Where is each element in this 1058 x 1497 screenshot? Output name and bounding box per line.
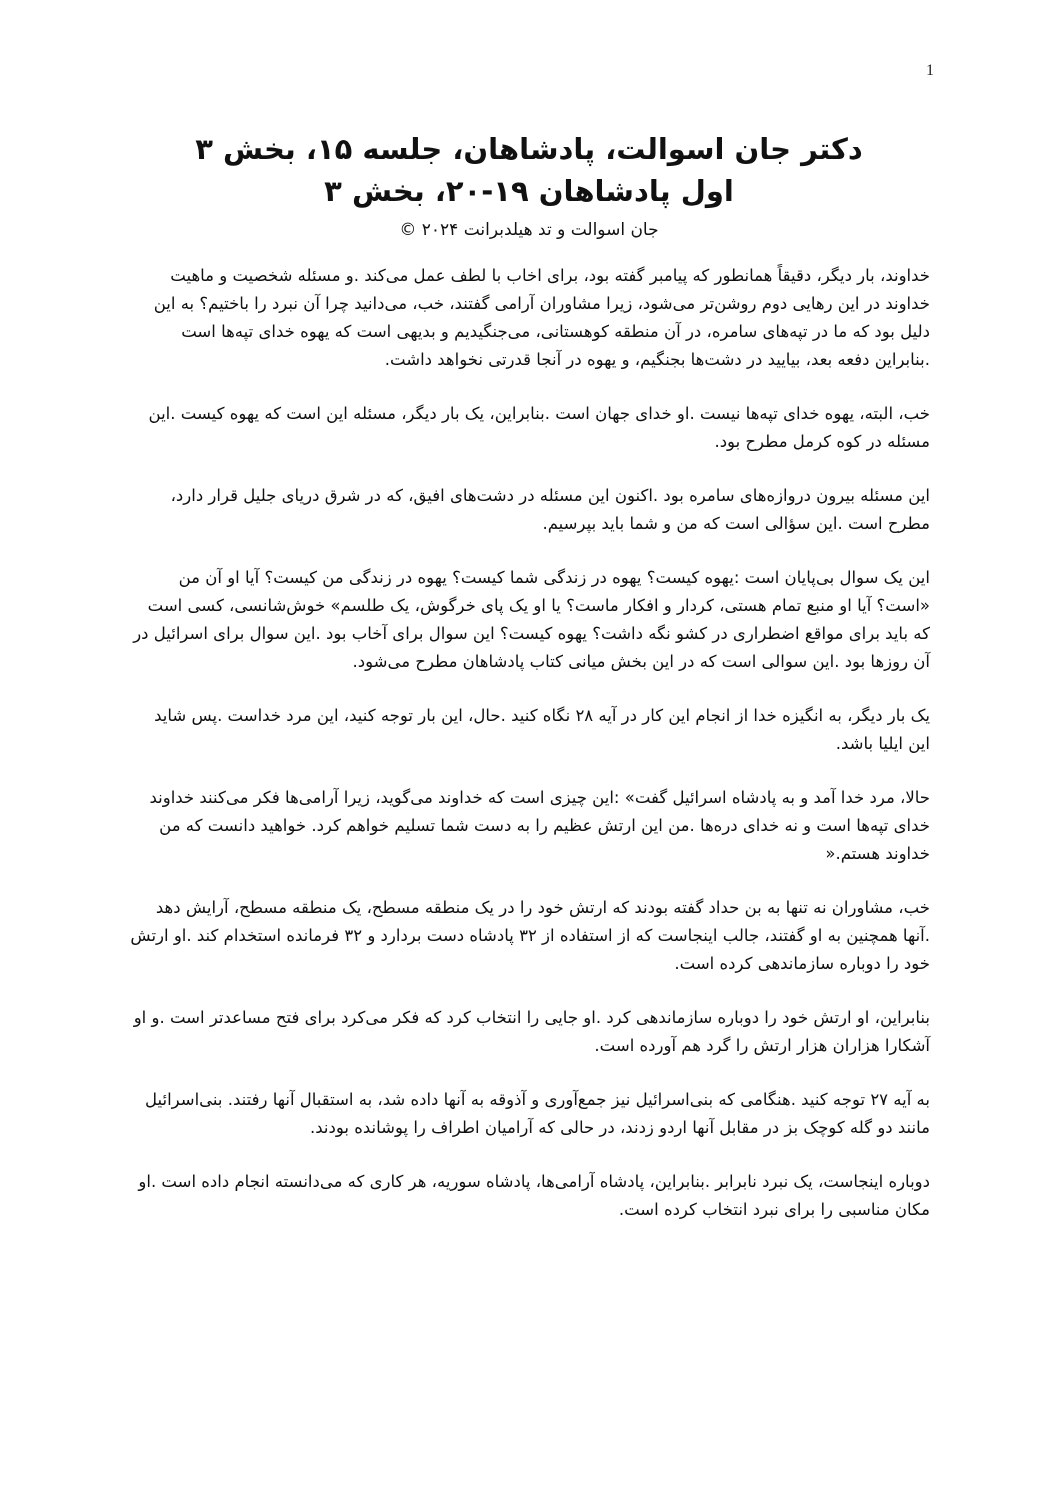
copyright-line: جان اسوالت و تد هیلدبرانت ۲۰۲۴ © xyxy=(399,220,659,240)
paragraph: خب، البته، یهوه خدای تپه‌ها نیست .او خدای جهان است .بنابراین، یک بار دیگر، مسئله این است که یهوه کیست .این مسئله در کوه کرمل مطرح بود. xyxy=(148,404,930,451)
paragraph: خب، مشاوران نه تنها به بن حداد گفته بودند که ارتش خود را در یک منطقه مسطح، یک منطقه مسطح، آرایش دهد .آنها همچنین به او گفتند، جالب اینجاست که از استفاده از ۳۲ پادشاه دست بردارد و ۳۲ فرمانده استخدام کند .او ارتش خود را دوباره سازماندهی کرده است. xyxy=(130,898,930,973)
document-body xyxy=(128,262,930,1250)
paragraph: این مسئله بیرون دروازه‌های سامره بود .اکنون این مسئله در دشت‌های افیق، که در شرق دریای جلیل قرار دارد، مطرح است .این سؤالی است که من و شما باید بپرسیم. xyxy=(170,486,930,533)
title-block xyxy=(130,128,928,244)
page-title: دکتر جان اسوالت، پادشاهان، جلسه ۱۵، بخش ۳ xyxy=(195,132,863,166)
page-subtitle: اول پادشاهان ۱۹-۲۰، بخش ۳ xyxy=(324,174,734,208)
paragraph: حالا، مرد خدا آمد و به پادشاه اسرائیل گفت» :این چیزی است که خداوند می‌گوید، زیرا آرامی‌ها فکر می‌کنند خداوند خدای تپه‌ها است و نه خدای دره‌ها .من این ارتش عظیم را به دست شما تسلیم خواهم کرد. خواهید دانست که من خداوند هستم.« xyxy=(149,788,930,863)
paragraph: به آیه ۲۷ توجه کنید .هنگامی که بنی‌اسرائیل نیز جمع‌آوری و آذوقه به آنها داده شد، به استقبال آنها رفتند. بنی‌اسرائیل مانند دو گله کوچک بز در مقابل آنها اردو زدند، در حالی که آرامیان اطراف را پوشانده بودند. xyxy=(145,1090,930,1137)
paragraph: یک بار دیگر، به انگیزه خدا از انجام این کار در آیه ۲۸ نگاه کنید .حال، این بار توجه کنید، این مرد خداست .پس شاید این ایلیا باشد. xyxy=(154,706,930,753)
paragraph: این یک سوال بی‌پایان است :یهوه کیست؟ یهوه در زندگی شما کیست؟ یهوه در زندگی من کیست؟ آیا او آن من «است؟ آیا او منبع تمام هستی، کردار و افکار ماست؟ یا او یک پای خرگوش، یک طلسم» خوش‌شانسی، کسی است که باید برای مواقع اضطراری در کشو نگه داشت؟ یهوه کیست؟ این سوال برای آخاب بود .این سوال برای اسرائیل در آن روزها بود .این سوالی است که در این بخش میانی کتاب پادشاهان مطرح می‌شود. xyxy=(133,568,930,671)
paragraph: خداوند، بار دیگر، دقیقاً همانطور که پیامبر گفته بود، برای اخاب با لطف عمل می‌کند .و مسئله شخصیت و ماهیت خداوند در این رهایی دوم روشن‌تر می‌شود، زیرا مشاوران آرامی گفتند، خب، می‌دانید چرا آن نبرد را باختیم؟ به این دلیل بود که ما در تپه‌های سامره، در آن منطقه کوهستانی، می‌جنگیدیم و بدیهی است که یهوه خدای تپه‌ها است .بنابراین دفعه بعد، بیایید در دشت‌ها بجنگیم، و یهوه در آنجا قدرتی نخواهد داشت. xyxy=(153,266,930,369)
page-number: 1 xyxy=(926,62,934,79)
paragraph: دوباره اینجاست، یک نبرد نابرابر .بنابراین، پادشاه آرامی‌ها، پادشاه سوریه، هر کاری که می‌دانسته انجام داده است .او مکان مناسبی را برای نبرد انتخاب کرده است. xyxy=(138,1172,930,1219)
paragraph: بنابراین، او ارتش خود را دوباره سازماندهی کرد .او جایی را انتخاب کرد که فکر می‌کرد برای فتح مساعدتر است .و او آشکارا هزاران هزار ارتش را گرد هم آورده است. xyxy=(133,1008,930,1055)
